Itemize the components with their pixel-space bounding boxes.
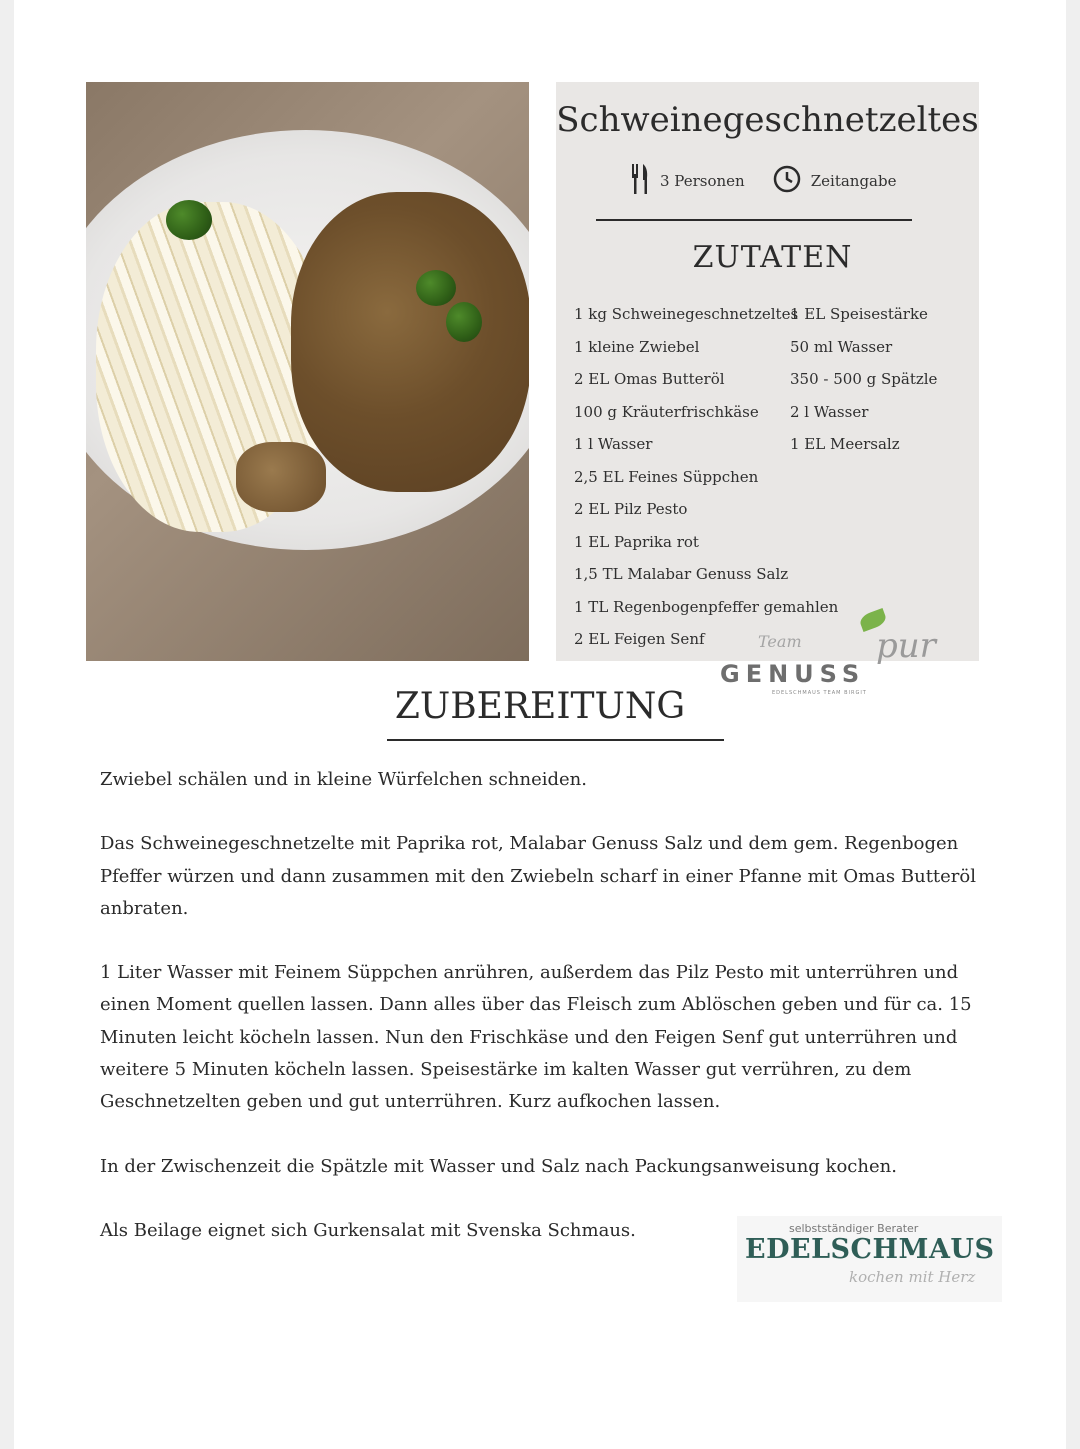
logo-name-text: EDELSCHMAUS [745,1234,995,1265]
ingredient-item: 1 EL Meersalz [790,435,900,453]
ingredients-list-right [790,298,937,461]
preparation-step: 1 Liter Wasser mit Feinem Süppchen anrühren, außerdem das Pilz Pesto mit unterrühren und einen Moment quellen lassen. Dann alles über das Fleisch zum Ablöschen geben und für ca. 15 Minuten leicht köcheln lassen. Nun den Frischkäse und den Feigen Senf gut unterrühren und weitere 5 Minuten köcheln lassen. Speisestärke im kalten Wasser gut verrühren, zu dem Geschnetzelten geben und gut unterrühren. Kurz aufkochen lassen. [100,962,972,1113]
ingredient-item: 1 kg Schweinegeschnetzeltes [574,305,799,323]
ingredient-item: 1,5 TL Malabar Genuss Salz [574,565,789,583]
ingredient-item: 1 kleine Zwiebel [574,337,700,356]
fork-knife-icon [630,162,650,200]
preparation-step: In der Zwischenzeit die Spätzle mit Wasser und Salz nach Packungsanweisung kochen. [100,1155,897,1177]
preparation-steps [100,764,1000,1279]
recipe-title: Schweinegeschnetzeltes [556,100,979,140]
ingredients-card [556,82,979,661]
persons-text: 3 Personen [660,172,745,190]
parsley-garnish [166,200,212,240]
recipe-meta [630,162,924,200]
logo-small-text: EDELSCHMAUS TEAM BIRGIT [772,690,867,696]
ingredients-heading: ZUTATEN [692,240,853,275]
logo-suffix-text: pur [876,626,936,666]
preparation-divider [387,739,724,741]
logo-tagline-text: kochen mit Herz [849,1268,976,1286]
preparation-heading: ZUBEREITUNG [394,686,686,727]
ingredient-item: 1 l Wasser [574,435,653,453]
logo-brand-text: GENUSS [720,660,866,688]
ingredient-item: 2 EL Pilz Pesto [574,500,688,518]
ingredient-item: 1 EL Speisestärke [790,305,928,323]
preparation-step: Als Beilage eignet sich Gurkensalat mit Svenska Schmaus. [100,1219,636,1241]
logo-team-text: Team [758,632,802,651]
ingredient-item: 2 l Wasser [790,402,869,421]
ingredient-item: 350 - 500 g Spätzle [790,370,938,388]
parsley-garnish [446,302,482,342]
ingredient-item: 2 EL Feigen Senf [574,630,705,648]
meat-shape [291,192,529,492]
dish-photo [86,82,529,661]
edelschmaus-logo [737,1216,1002,1302]
ingredient-item: 2,5 EL Feines Süppchen [574,467,759,486]
time-text: Zeitangabe [810,172,897,190]
parsley-garnish [416,270,456,306]
title-divider [596,219,912,221]
ingredient-item: 2 EL Omas Butteröl [574,370,725,388]
ingredient-item: 50 ml Wasser [790,337,893,356]
preparation-step: Das Schweinegeschnetzelte mit Paprika rot, Malabar Genuss Salz und dem gem. Regenbogen Pfeffer würzen und dann zusammen mit den Zwiebeln scharf in einer Pfanne mit Omas Butteröl anbraten. [100,833,977,919]
preparation-step: Zwiebel schälen und in kleine Würfelchen schneiden. [100,769,587,790]
ingredient-item: 1 TL Regenbogenpfeffer gemahlen [574,597,839,616]
clock-icon [773,165,801,197]
ingredient-item: 1 EL Paprika rot [574,532,699,551]
ingredient-item: 100 g Kräuterfrischkäse [574,402,759,421]
meat-piece-shape [236,442,326,512]
logo-pre-text: selbstständiger Berater [789,1222,919,1235]
